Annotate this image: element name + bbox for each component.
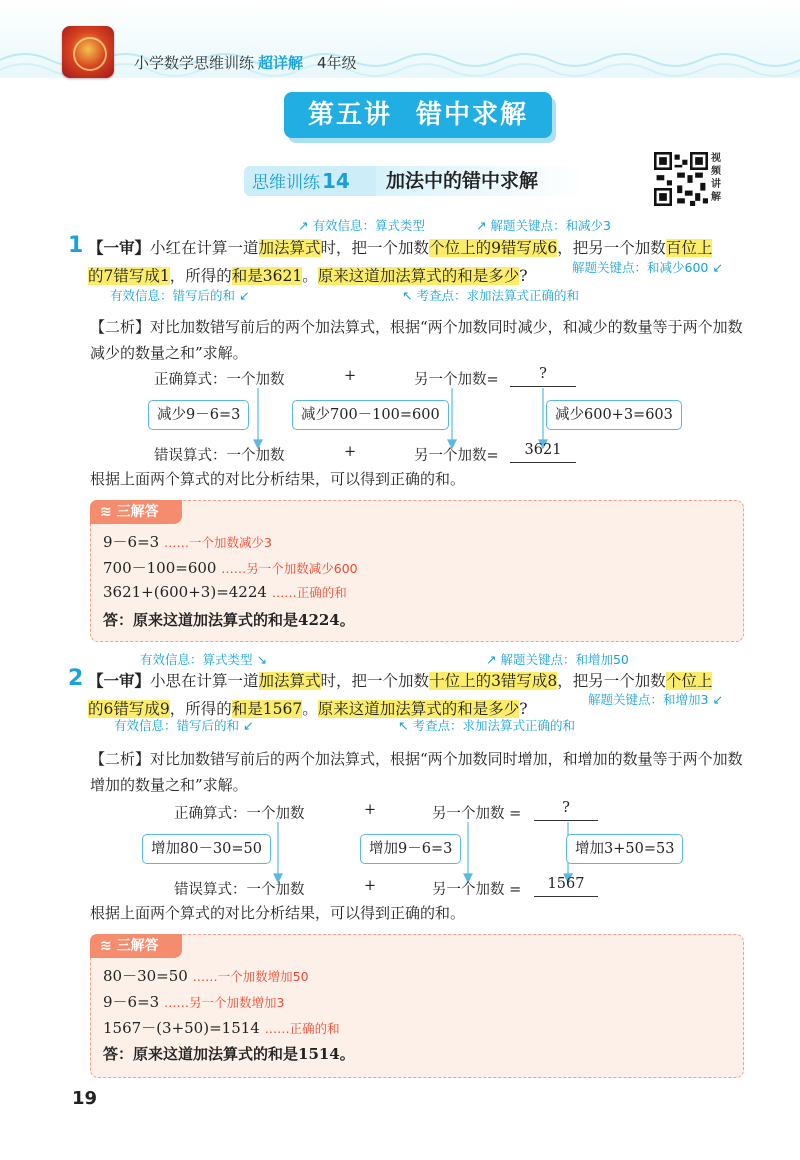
qr-label-char: 视 xyxy=(711,153,721,164)
p2-highlight: 十位上的3错写成8 xyxy=(429,672,558,690)
p1-note-bottom-left-text: 有效信息：错写后的和 xyxy=(110,288,236,303)
lecture-name: 错中求解 xyxy=(416,100,529,130)
p2-note-right-text: 解题关键点：和增加3 xyxy=(588,692,709,707)
p2-blank-top: ? xyxy=(534,800,598,821)
p2-text: ，所得的 xyxy=(169,700,232,718)
p2-highlight: 和是1567 xyxy=(231,700,303,718)
p1-note-bottom-mid: ↖ 考查点：求加法算式正确的和 xyxy=(402,288,579,303)
p2-answer-note: ……一个加数增加50 xyxy=(192,969,309,984)
p1-highlight: 原来这道加法算式的和是多少 xyxy=(317,267,520,285)
p1-answer-note: ……另一个加数减少600 xyxy=(221,561,358,576)
p2-text: ，把另一个加数 xyxy=(557,672,666,690)
p2-box-increase-total: 增加3+50=53 xyxy=(566,834,683,864)
p2-note-top-left: 有效信息：算式类型 ↘ xyxy=(140,652,267,667)
qr-label-char: 讲 xyxy=(711,179,721,190)
p1-correct-right: 另一个加数= xyxy=(414,372,499,388)
p2-answer-line xyxy=(103,965,309,986)
p2-answer-box xyxy=(90,934,744,1078)
p2-blank-bottom: 1567 xyxy=(534,876,598,897)
p2-final-answer: 答：原来这道加法算式的和是1514。 xyxy=(103,1045,355,1063)
p2-wrong-left: 错误算式：一个加数 xyxy=(174,882,305,898)
p1-highlight: 个位上的9错写成6 xyxy=(429,239,558,257)
p1-text: ，把另一个加数 xyxy=(557,239,666,257)
p2-note-bottom-mid-text: 考查点：求加法算式正确的和 xyxy=(412,718,575,733)
p1-text: 时，把一个加数 xyxy=(320,239,430,257)
problem-1-number: 1 xyxy=(68,233,84,258)
p1-answer-eq: 9－6=3 xyxy=(103,533,160,551)
p1-note-top-left-text: 有效信息：算式类型 xyxy=(312,218,425,233)
p2-plus-top: + xyxy=(364,802,377,818)
p2-answer-eq: 9－6=3 xyxy=(103,993,160,1011)
p1-box-decrease-1: 减少9－6=3 xyxy=(148,400,249,430)
problem-2-number: 2 xyxy=(68,666,84,691)
p2-correct-left: 正确算式：一个加数 xyxy=(174,806,305,822)
p2-text: ? xyxy=(519,700,528,718)
p1-plus-bottom: + xyxy=(344,444,357,460)
p2-text: 小思在计算一道 xyxy=(150,672,259,690)
p2-answer-line xyxy=(103,991,284,1012)
p2-step-read: 【一审】 xyxy=(88,671,151,690)
p2-answer-line xyxy=(103,1017,340,1038)
p1-analysis: 【二析】对比加数错写前后的两个加法算式，根据“两个加数同时减少，和减少的数量等于两个加数减少的数量之和”求解。 xyxy=(90,318,743,362)
p1-note-bottom-mid-text: 考查点：求加法算式正确的和 xyxy=(416,288,579,303)
p1-note-top-left: ↗ 有效信息：算式类型 xyxy=(298,218,425,233)
p2-highlight: 个位上 xyxy=(665,672,713,690)
p1-highlight: 和是3621 xyxy=(231,267,303,285)
p2-highlight: 加法算式 xyxy=(258,672,321,690)
p2-highlight: 的6错写成9 xyxy=(88,700,170,718)
p1-highlight: 百位上 xyxy=(665,239,713,257)
p2-note-top-left-text: 有效信息：算式类型 xyxy=(140,652,253,667)
p2-note-top-right-text: 解题关键点：和增加50 xyxy=(500,652,629,667)
p1-highlight: 的7错写成1 xyxy=(88,267,170,285)
p2-analysis: 【二析】对比加数错写前后的两个加法算式，根据“两个加数同时增加，和增加的数量等于两个加数增加的数量之和”求解。 xyxy=(90,750,743,794)
p1-blank-bottom: 3621 xyxy=(510,442,576,463)
p1-box-decrease-total: 减少600+3=603 xyxy=(546,400,682,430)
p2-note-right: 解题关键点：和增加3 ↙ xyxy=(588,692,723,707)
p1-answer-note: ……一个加数减少3 xyxy=(163,535,272,550)
p1-step-read: 【一审】 xyxy=(88,238,151,257)
book-title-main: 小学数学思维训练 xyxy=(134,54,255,72)
p1-text: ? xyxy=(519,267,528,285)
p1-correct-left: 正确算式：一个加数 xyxy=(154,372,285,388)
lecture-number: 第五讲 xyxy=(307,100,392,130)
qr-label-char: 频 xyxy=(711,166,721,177)
p2-answer-eq: 80－30=50 xyxy=(103,967,188,985)
p2-text: 。 xyxy=(302,700,318,718)
p2-correct-right: 另一个加数 = xyxy=(432,806,522,822)
p2-box-increase-1: 增加80－30=50 xyxy=(142,834,271,864)
section-name: 加法中的错中求解 xyxy=(376,166,586,196)
grade-label: 4年级 xyxy=(317,54,357,72)
p1-wrong-right: 另一个加数= xyxy=(414,448,499,464)
p2-text: 时，把一个加数 xyxy=(320,672,430,690)
p1-answer-eq: 3621+(600+3)=4224 xyxy=(103,583,267,601)
p1-highlight: 加法算式 xyxy=(258,239,321,257)
p2-highlight: 原来这道加法算式的和是多少 xyxy=(317,700,520,718)
section-tag-label: 思维训练 xyxy=(252,173,320,193)
p2-wrong-right: 另一个加数 = xyxy=(432,882,522,898)
page-number: 19 xyxy=(72,1088,98,1109)
book-title-accent: 超详解 xyxy=(258,54,304,72)
p1-answer-tag: ≋ 三解答 xyxy=(90,500,182,524)
p1-text: 小红在计算一道 xyxy=(150,239,259,257)
p1-final-answer: 答：原来这道加法算式的和是4224。 xyxy=(103,611,355,629)
qr-label-char: 解 xyxy=(711,192,721,203)
p1-answer-note: ……正确的和 xyxy=(271,585,347,600)
p1-blank-top: ? xyxy=(510,366,576,387)
p2-answer-note: ……另一个加数增加3 xyxy=(163,995,285,1010)
section-number: 14 xyxy=(322,169,350,193)
p1-wrong-left: 错误算式：一个加数 xyxy=(154,448,285,464)
p1-plus-top: + xyxy=(344,368,357,384)
p1-note-top-right: ↗ 解题关键点：和减少3 xyxy=(476,218,611,233)
p1-note-bottom-left: 有效信息：错写后的和 ↙ xyxy=(110,288,250,303)
p2-note-bottom-left: 有效信息：错写后的和 ↙ xyxy=(114,718,254,733)
p2-answer-tag: ≋ 三解答 xyxy=(90,934,182,958)
p2-answer-note: ……正确的和 xyxy=(264,1021,340,1036)
p1-answer-tag-text: 三解答 xyxy=(116,504,159,520)
p2-plus-bottom: + xyxy=(364,878,377,894)
p1-answer-eq: 700－100=600 xyxy=(103,559,217,577)
p1-box-decrease-2: 减少700－100=600 xyxy=(292,400,449,430)
p1-conclusion: 根据上面两个算式的对比分析结果，可以得到正确的和。 xyxy=(90,470,466,488)
p1-text: ，所得的 xyxy=(169,267,232,285)
p2-note-bottom-left-text: 有效信息：错写后的和 xyxy=(114,718,240,733)
p2-box-increase-2: 增加9－6=3 xyxy=(360,834,461,864)
p1-text: 。 xyxy=(302,267,318,285)
p1-note-top-right-text: 解题关键点：和减少3 xyxy=(490,218,611,233)
p2-note-bottom-mid: ↖ 考查点：求加法算式正确的和 xyxy=(398,718,575,733)
p2-note-top-right: ↗ 解题关键点：和增加50 xyxy=(486,652,629,667)
p2-conclusion: 根据上面两个算式的对比分析结果，可以得到正确的和。 xyxy=(90,904,466,922)
p2-answer-tag-text: 三解答 xyxy=(116,938,159,954)
p2-answer-eq: 1567－(3+50)=1514 xyxy=(103,1019,260,1037)
p1-note-right: 解题关键点：和减少600 ↙ xyxy=(572,260,723,275)
p1-note-right-text: 解题关键点：和减少600 xyxy=(572,260,709,275)
